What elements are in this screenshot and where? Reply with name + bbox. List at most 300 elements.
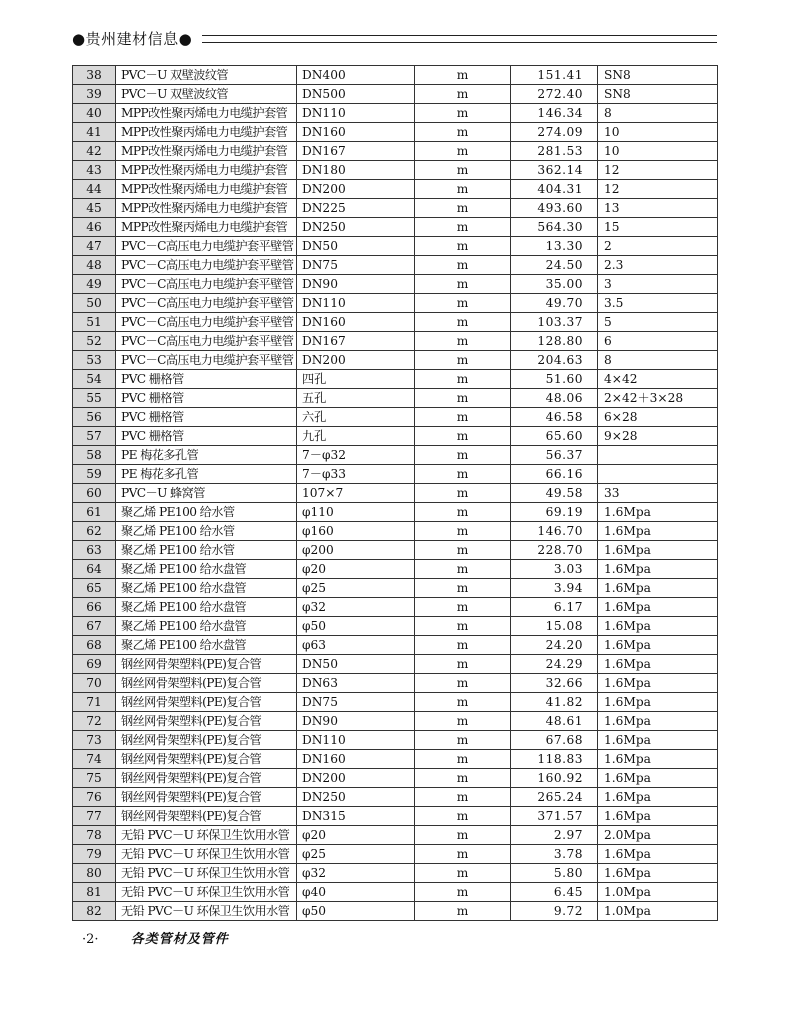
table-row — [73, 788, 718, 807]
unit-price: 48.61 — [511, 712, 598, 731]
remark: SN8 — [598, 85, 718, 104]
table-row — [73, 864, 718, 883]
remark: 13 — [598, 199, 718, 218]
row-number: 54 — [73, 370, 116, 389]
remark: 8 — [598, 351, 718, 370]
remark: 1.6Mpa — [598, 864, 718, 883]
row-number: 60 — [73, 484, 116, 503]
product-name: PVC－U 蜂窝管 — [116, 484, 297, 503]
unit-price: 66.16 — [511, 465, 598, 484]
unit-price: 5.80 — [511, 864, 598, 883]
specification: DN160 — [297, 750, 415, 769]
row-number: 57 — [73, 427, 116, 446]
specification: DN400 — [297, 66, 415, 85]
row-number: 56 — [73, 408, 116, 427]
remark: 1.0Mpa — [598, 883, 718, 902]
table-row — [73, 104, 718, 123]
unit: m — [415, 902, 511, 921]
product-name: MPP改性聚丙烯电力电缆护套管 — [116, 218, 297, 237]
unit: m — [415, 731, 511, 750]
product-name: 钢丝网骨架塑料(PE)复合管 — [116, 693, 297, 712]
specification: DN180 — [297, 161, 415, 180]
unit: m — [415, 85, 511, 104]
product-name: PVC－C高压电力电缆护套平壁管 — [116, 351, 297, 370]
remark: 12 — [598, 161, 718, 180]
row-number: 68 — [73, 636, 116, 655]
unit: m — [415, 389, 511, 408]
unit-price: 69.19 — [511, 503, 598, 522]
table-row — [73, 161, 718, 180]
product-name: PVC 栅格管 — [116, 408, 297, 427]
row-number: 44 — [73, 180, 116, 199]
row-number: 46 — [73, 218, 116, 237]
product-name: 聚乙烯 PE100 给水管 — [116, 503, 297, 522]
specification: φ20 — [297, 826, 415, 845]
table-row — [73, 427, 718, 446]
row-number: 79 — [73, 845, 116, 864]
product-name: 聚乙烯 PE100 给水管 — [116, 541, 297, 560]
remark — [598, 465, 718, 484]
unit-price: 6.17 — [511, 598, 598, 617]
unit-price: 41.82 — [511, 693, 598, 712]
specification: φ50 — [297, 902, 415, 921]
unit: m — [415, 845, 511, 864]
unit-price: 56.37 — [511, 446, 598, 465]
unit: m — [415, 104, 511, 123]
unit-price: 13.30 — [511, 237, 598, 256]
row-number: 62 — [73, 522, 116, 541]
remark: 12 — [598, 180, 718, 199]
row-number: 47 — [73, 237, 116, 256]
unit: m — [415, 313, 511, 332]
remark: 1.6Mpa — [598, 807, 718, 826]
table-row — [73, 731, 718, 750]
unit-price: 48.06 — [511, 389, 598, 408]
unit-price: 404.31 — [511, 180, 598, 199]
row-number: 61 — [73, 503, 116, 522]
unit: m — [415, 750, 511, 769]
product-name: PVC－C高压电力电缆护套平壁管 — [116, 237, 297, 256]
remark: 1.6Mpa — [598, 522, 718, 541]
row-number: 41 — [73, 123, 116, 142]
specification: φ50 — [297, 617, 415, 636]
table-row — [73, 465, 718, 484]
remark: 1.6Mpa — [598, 503, 718, 522]
table-row — [73, 332, 718, 351]
remark: 2.0Mpa — [598, 826, 718, 845]
unit: m — [415, 712, 511, 731]
remark: 1.6Mpa — [598, 560, 718, 579]
table-row — [73, 180, 718, 199]
product-name: 钢丝网骨架塑料(PE)复合管 — [116, 807, 297, 826]
product-name: PVC－U 双壁波纹管 — [116, 85, 297, 104]
remark: 1.6Mpa — [598, 674, 718, 693]
row-number: 43 — [73, 161, 116, 180]
specification: φ32 — [297, 864, 415, 883]
table-row — [73, 503, 718, 522]
row-number: 71 — [73, 693, 116, 712]
product-name: 聚乙烯 PE100 给水管 — [116, 522, 297, 541]
product-name: PVC－C高压电力电缆护套平壁管 — [116, 275, 297, 294]
unit-price: 228.70 — [511, 541, 598, 560]
row-number: 53 — [73, 351, 116, 370]
unit-price: 493.60 — [511, 199, 598, 218]
unit-price: 274.09 — [511, 123, 598, 142]
remark: 6 — [598, 332, 718, 351]
table-row — [73, 484, 718, 503]
unit-price: 67.68 — [511, 731, 598, 750]
unit: m — [415, 370, 511, 389]
specification: DN200 — [297, 769, 415, 788]
unit-price: 3.94 — [511, 579, 598, 598]
product-name: PVC－C高压电力电缆护套平壁管 — [116, 256, 297, 275]
unit: m — [415, 180, 511, 199]
unit-price: 146.34 — [511, 104, 598, 123]
row-number: 42 — [73, 142, 116, 161]
specification: DN225 — [297, 199, 415, 218]
page-header — [72, 26, 717, 50]
table-row — [73, 693, 718, 712]
specification: φ40 — [297, 883, 415, 902]
specification: φ25 — [297, 845, 415, 864]
product-name: 钢丝网骨架塑料(PE)复合管 — [116, 655, 297, 674]
row-number: 64 — [73, 560, 116, 579]
remark: 1.6Mpa — [598, 636, 718, 655]
unit-price: 128.80 — [511, 332, 598, 351]
unit: m — [415, 674, 511, 693]
row-number: 75 — [73, 769, 116, 788]
unit: m — [415, 484, 511, 503]
specification: 7－φ32 — [297, 446, 415, 465]
product-name: MPP改性聚丙烯电力电缆护套管 — [116, 161, 297, 180]
header-rule — [202, 35, 717, 43]
unit: m — [415, 826, 511, 845]
remark: 1.0Mpa — [598, 902, 718, 921]
unit-price: 24.29 — [511, 655, 598, 674]
specification: DN250 — [297, 788, 415, 807]
price-table-body — [73, 66, 718, 921]
table-row — [73, 750, 718, 769]
table-row — [73, 902, 718, 921]
table-row — [73, 123, 718, 142]
product-name: PVC－U 双壁波纹管 — [116, 66, 297, 85]
product-name: MPP改性聚丙烯电力电缆护套管 — [116, 142, 297, 161]
product-name: 聚乙烯 PE100 给水盘管 — [116, 579, 297, 598]
remark: 1.6Mpa — [598, 579, 718, 598]
remark: 15 — [598, 218, 718, 237]
remark: 1.6Mpa — [598, 598, 718, 617]
row-number: 81 — [73, 883, 116, 902]
table-row — [73, 218, 718, 237]
table-row — [73, 579, 718, 598]
product-name: 钢丝网骨架塑料(PE)复合管 — [116, 712, 297, 731]
row-number: 72 — [73, 712, 116, 731]
unit: m — [415, 598, 511, 617]
remark: 5 — [598, 313, 718, 332]
unit-price: 3.03 — [511, 560, 598, 579]
product-name: 钢丝网骨架塑料(PE)复合管 — [116, 769, 297, 788]
table-row — [73, 541, 718, 560]
unit-price: 51.60 — [511, 370, 598, 389]
specification: 四孔 — [297, 370, 415, 389]
unit: m — [415, 294, 511, 313]
product-name: PVC－C高压电力电缆护套平壁管 — [116, 332, 297, 351]
table-row — [73, 826, 718, 845]
table-row — [73, 408, 718, 427]
row-number: 69 — [73, 655, 116, 674]
table-row — [73, 389, 718, 408]
unit-price: 65.60 — [511, 427, 598, 446]
remark: 10 — [598, 123, 718, 142]
unit-price: 49.70 — [511, 294, 598, 313]
specification: DN200 — [297, 180, 415, 199]
unit: m — [415, 199, 511, 218]
product-name: PVC－C高压电力电缆护套平壁管 — [116, 313, 297, 332]
table-row — [73, 275, 718, 294]
product-name: 钢丝网骨架塑料(PE)复合管 — [116, 788, 297, 807]
specification: 九孔 — [297, 427, 415, 446]
header-title: ●贵州建材信息● — [72, 30, 193, 48]
row-number: 40 — [73, 104, 116, 123]
unit-price: 24.50 — [511, 256, 598, 275]
remark — [598, 446, 718, 465]
unit: m — [415, 579, 511, 598]
product-name: MPP改性聚丙烯电力电缆护套管 — [116, 199, 297, 218]
table-row — [73, 845, 718, 864]
remark: 1.6Mpa — [598, 788, 718, 807]
product-name: 钢丝网骨架塑料(PE)复合管 — [116, 750, 297, 769]
table-row — [73, 446, 718, 465]
remark: 1.6Mpa — [598, 655, 718, 674]
unit: m — [415, 237, 511, 256]
unit: m — [415, 541, 511, 560]
row-number: 51 — [73, 313, 116, 332]
remark: 1.6Mpa — [598, 845, 718, 864]
remark: 1.6Mpa — [598, 750, 718, 769]
remark: SN8 — [598, 66, 718, 85]
specification: DN75 — [297, 693, 415, 712]
unit-price: 49.58 — [511, 484, 598, 503]
product-name: PE 梅花多孔管 — [116, 446, 297, 465]
row-number: 80 — [73, 864, 116, 883]
row-number: 55 — [73, 389, 116, 408]
table-row — [73, 142, 718, 161]
product-name: 无铅 PVC－U 环保卫生饮用水管 — [116, 864, 297, 883]
table-row — [73, 370, 718, 389]
unit: m — [415, 142, 511, 161]
unit-price: 265.24 — [511, 788, 598, 807]
table-row — [73, 655, 718, 674]
unit: m — [415, 408, 511, 427]
product-name: MPP改性聚丙烯电力电缆护套管 — [116, 104, 297, 123]
table-row — [73, 237, 718, 256]
unit-price: 6.45 — [511, 883, 598, 902]
unit-price: 103.37 — [511, 313, 598, 332]
row-number: 65 — [73, 579, 116, 598]
remark: 1.6Mpa — [598, 769, 718, 788]
specification: φ110 — [297, 503, 415, 522]
unit: m — [415, 560, 511, 579]
unit-price: 118.83 — [511, 750, 598, 769]
remark: 33 — [598, 484, 718, 503]
unit-price: 362.14 — [511, 161, 598, 180]
row-number: 50 — [73, 294, 116, 313]
unit-price: 151.41 — [511, 66, 598, 85]
table-row — [73, 199, 718, 218]
unit: m — [415, 465, 511, 484]
specification: 六孔 — [297, 408, 415, 427]
remark: 3.5 — [598, 294, 718, 313]
table-row — [73, 617, 718, 636]
specification: DN50 — [297, 237, 415, 256]
unit-price: 46.58 — [511, 408, 598, 427]
remark: 9×28 — [598, 427, 718, 446]
specification: φ63 — [297, 636, 415, 655]
specification: DN167 — [297, 142, 415, 161]
row-number: 48 — [73, 256, 116, 275]
row-number: 63 — [73, 541, 116, 560]
unit-price: 15.08 — [511, 617, 598, 636]
unit-price: 564.30 — [511, 218, 598, 237]
unit-price: 32.66 — [511, 674, 598, 693]
product-name: PVC－C高压电力电缆护套平壁管 — [116, 294, 297, 313]
product-name: PE 梅花多孔管 — [116, 465, 297, 484]
table-row — [73, 351, 718, 370]
specification: φ25 — [297, 579, 415, 598]
specification: DN90 — [297, 712, 415, 731]
specification: DN90 — [297, 275, 415, 294]
unit: m — [415, 446, 511, 465]
row-number: 82 — [73, 902, 116, 921]
row-number: 59 — [73, 465, 116, 484]
product-name: 聚乙烯 PE100 给水盘管 — [116, 560, 297, 579]
product-name: 无铅 PVC－U 环保卫生饮用水管 — [116, 883, 297, 902]
table-row — [73, 769, 718, 788]
product-name: 聚乙烯 PE100 给水盘管 — [116, 617, 297, 636]
specification: 五孔 — [297, 389, 415, 408]
specification: DN315 — [297, 807, 415, 826]
remark: 8 — [598, 104, 718, 123]
unit-price: 371.57 — [511, 807, 598, 826]
product-name: MPP改性聚丙烯电力电缆护套管 — [116, 180, 297, 199]
specification: DN160 — [297, 313, 415, 332]
specification: DN63 — [297, 674, 415, 693]
specification: DN110 — [297, 731, 415, 750]
price-table — [72, 65, 718, 921]
table-row — [73, 807, 718, 826]
remark: 6×28 — [598, 408, 718, 427]
specification: φ32 — [297, 598, 415, 617]
table-row — [73, 522, 718, 541]
unit: m — [415, 427, 511, 446]
table-row — [73, 85, 718, 104]
unit-price: 35.00 — [511, 275, 598, 294]
remark: 1.6Mpa — [598, 731, 718, 750]
specification: φ200 — [297, 541, 415, 560]
table-row — [73, 66, 718, 85]
table-row — [73, 598, 718, 617]
table-row — [73, 256, 718, 275]
unit-price: 9.72 — [511, 902, 598, 921]
unit: m — [415, 161, 511, 180]
specification: DN110 — [297, 294, 415, 313]
unit-price: 160.92 — [511, 769, 598, 788]
remark: 1.6Mpa — [598, 617, 718, 636]
unit: m — [415, 693, 511, 712]
unit-price: 3.78 — [511, 845, 598, 864]
row-number: 45 — [73, 199, 116, 218]
page-footer — [82, 928, 229, 947]
unit: m — [415, 503, 511, 522]
table-row — [73, 636, 718, 655]
specification: φ20 — [297, 560, 415, 579]
product-name: 无铅 PVC－U 环保卫生饮用水管 — [116, 902, 297, 921]
specification: DN500 — [297, 85, 415, 104]
product-name: 聚乙烯 PE100 给水盘管 — [116, 598, 297, 617]
product-name: 聚乙烯 PE100 给水盘管 — [116, 636, 297, 655]
unit: m — [415, 351, 511, 370]
product-name: 钢丝网骨架塑料(PE)复合管 — [116, 731, 297, 750]
unit: m — [415, 636, 511, 655]
table-row — [73, 883, 718, 902]
row-number: 77 — [73, 807, 116, 826]
specification: DN160 — [297, 123, 415, 142]
unit: m — [415, 332, 511, 351]
specification: DN167 — [297, 332, 415, 351]
unit-price: 281.53 — [511, 142, 598, 161]
unit: m — [415, 864, 511, 883]
remark: 2×42＋3×28 — [598, 389, 718, 408]
unit: m — [415, 655, 511, 674]
remark: 4×42 — [598, 370, 718, 389]
row-number: 58 — [73, 446, 116, 465]
unit: m — [415, 66, 511, 85]
product-name: PVC 栅格管 — [116, 427, 297, 446]
table-row — [73, 560, 718, 579]
product-name: 无铅 PVC－U 环保卫生饮用水管 — [116, 826, 297, 845]
unit-price: 204.63 — [511, 351, 598, 370]
unit: m — [415, 617, 511, 636]
specification: φ160 — [297, 522, 415, 541]
unit-price: 2.97 — [511, 826, 598, 845]
specification: DN50 — [297, 655, 415, 674]
unit: m — [415, 256, 511, 275]
specification: 107×7 — [297, 484, 415, 503]
row-number: 67 — [73, 617, 116, 636]
unit: m — [415, 788, 511, 807]
unit: m — [415, 275, 511, 294]
product-name: PVC 栅格管 — [116, 370, 297, 389]
table-row — [73, 712, 718, 731]
unit: m — [415, 123, 511, 142]
unit: m — [415, 769, 511, 788]
row-number: 52 — [73, 332, 116, 351]
remark: 1.6Mpa — [598, 541, 718, 560]
unit: m — [415, 522, 511, 541]
product-name: 钢丝网骨架塑料(PE)复合管 — [116, 674, 297, 693]
unit: m — [415, 807, 511, 826]
row-number: 49 — [73, 275, 116, 294]
section-title: 各类管材及管件 — [130, 932, 229, 947]
unit-price: 24.20 — [511, 636, 598, 655]
page-number: ·2· — [82, 932, 99, 947]
remark: 10 — [598, 142, 718, 161]
row-number: 78 — [73, 826, 116, 845]
unit: m — [415, 883, 511, 902]
table-row — [73, 313, 718, 332]
row-number: 76 — [73, 788, 116, 807]
row-number: 38 — [73, 66, 116, 85]
